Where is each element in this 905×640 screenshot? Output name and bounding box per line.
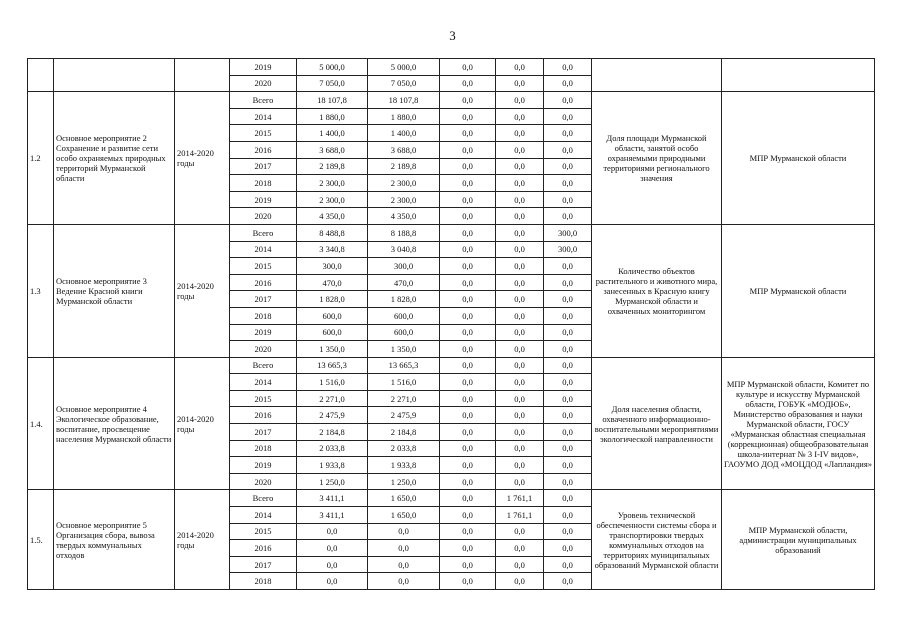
- value-cell-v2: 4 350,0: [368, 208, 440, 225]
- value-cell-v4: 0,0: [496, 108, 544, 125]
- measure-period: 2014-2020 годы: [175, 490, 230, 590]
- value-cell-v5: 0,0: [544, 507, 592, 524]
- value-cell-v1: 600,0: [297, 324, 368, 341]
- measure-name: Основное мероприятие 5 Организация сбора, вывоза твердых коммунальных отходов: [54, 490, 175, 590]
- value-cell-v5: 0,0: [544, 175, 592, 192]
- value-cell-v1: 0,0: [297, 573, 368, 590]
- value-cell-v4: 0,0: [496, 473, 544, 490]
- year-cell: 2020: [230, 341, 297, 358]
- value-cell-v4: 0,0: [496, 274, 544, 291]
- value-cell-v5: 0,0: [544, 540, 592, 557]
- value-cell-v4: 0,0: [496, 407, 544, 424]
- value-cell-v5: 0,0: [544, 490, 592, 507]
- continuation-executor-cell: [722, 59, 875, 92]
- value-cell-v2: 1 516,0: [368, 374, 440, 391]
- value-cell-v4: 0,0: [496, 457, 544, 474]
- year-cell: 2018: [230, 440, 297, 457]
- value-cell-v2: 2 475,9: [368, 407, 440, 424]
- value-cell-v2: 2 033,8: [368, 440, 440, 457]
- value-cell-v2: 1 350,0: [368, 341, 440, 358]
- value-cell-v4: 0,0: [496, 324, 544, 341]
- value-cell-v1: 0,0: [297, 523, 368, 540]
- value-cell-v3: 0,0: [440, 490, 496, 507]
- value-cell-v4: 1 761,1: [496, 507, 544, 524]
- value-cell-v3: 0,0: [440, 357, 496, 374]
- value-cell-v3: 0,0: [440, 573, 496, 590]
- table-row: [28, 92, 875, 109]
- value-cell-v5: 0,0: [544, 291, 592, 308]
- value-cell-v4: 0,0: [496, 59, 544, 76]
- value-cell-v1: 2 300,0: [297, 191, 368, 208]
- measure-indicator: Доля населения области, охваченного информационно-воспитательными мероприятиями экологической направленности: [592, 357, 722, 490]
- page-number: 3: [449, 28, 456, 43]
- value-cell-v4: 0,0: [496, 141, 544, 158]
- measure-indicator: Уровень технической обеспеченности системы сбора и транспортировки твердых коммунальных отходов на территориях муниципальных образований Мурманской области: [592, 490, 722, 590]
- table-row: [28, 224, 875, 241]
- value-cell-v3: 0,0: [440, 540, 496, 557]
- value-cell-v5: 0,0: [544, 324, 592, 341]
- year-cell: 2018: [230, 307, 297, 324]
- year-cell: 2019: [230, 324, 297, 341]
- value-cell-v1: 3 688,0: [297, 141, 368, 158]
- value-cell-v2: 5 000,0: [368, 59, 440, 76]
- value-cell-v4: 0,0: [496, 540, 544, 557]
- measure-indicator: Количество объектов растительного и животного мира, занесенных в Красную книгу Мурманской области и охваченных мониторингом: [592, 224, 722, 357]
- value-cell-v2: 3 040,8: [368, 241, 440, 258]
- year-cell: 2014: [230, 507, 297, 524]
- value-cell-v5: 0,0: [544, 108, 592, 125]
- measure-executor: МПР Мурманской области: [722, 92, 875, 225]
- value-cell-v5: 0,0: [544, 141, 592, 158]
- year-cell: 2016: [230, 141, 297, 158]
- value-cell-v2: 0,0: [368, 573, 440, 590]
- value-cell-v4: 0,0: [496, 440, 544, 457]
- year-cell: 2019: [230, 191, 297, 208]
- continuation-num-cell: [28, 59, 54, 92]
- value-cell-v2: 7 050,0: [368, 75, 440, 92]
- value-cell-v4: 0,0: [496, 125, 544, 142]
- value-cell-v2: 1 250,0: [368, 473, 440, 490]
- measure-number: 1.2: [28, 92, 54, 225]
- value-cell-v2: 1 650,0: [368, 507, 440, 524]
- value-cell-v3: 0,0: [440, 108, 496, 125]
- value-cell-v3: 0,0: [440, 241, 496, 258]
- value-cell-v2: 0,0: [368, 523, 440, 540]
- year-cell: 2016: [230, 274, 297, 291]
- measure-indicator: Доля площади Мурманской области, занятой особо охраняемыми природными территориями регионального значения: [592, 92, 722, 225]
- value-cell-v3: 0,0: [440, 507, 496, 524]
- measure-name: Основное мероприятие 4 Экологическое образование, воспитание, просвещение населения Мурманской области: [54, 357, 175, 490]
- year-cell: 2020: [230, 208, 297, 225]
- value-cell-v2: 1 933,8: [368, 457, 440, 474]
- value-cell-v4: 0,0: [496, 258, 544, 275]
- value-cell-v1: 8 488,8: [297, 224, 368, 241]
- value-cell-v1: 3 411,1: [297, 490, 368, 507]
- value-cell-v4: 0,0: [496, 523, 544, 540]
- value-cell-v2: 0,0: [368, 540, 440, 557]
- year-cell: 2018: [230, 175, 297, 192]
- value-cell-v2: 0,0: [368, 556, 440, 573]
- value-cell-v3: 0,0: [440, 75, 496, 92]
- value-cell-v2: 600,0: [368, 324, 440, 341]
- value-cell-v3: 0,0: [440, 141, 496, 158]
- value-cell-v4: 0,0: [496, 158, 544, 175]
- value-cell-v2: 1 828,0: [368, 291, 440, 308]
- value-cell-v2: 1 880,0: [368, 108, 440, 125]
- value-cell-v5: 0,0: [544, 274, 592, 291]
- value-cell-v2: 3 688,0: [368, 141, 440, 158]
- value-cell-v1: 4 350,0: [297, 208, 368, 225]
- measure-executor: МПР Мурманской области, Комитет по культуре и искусству Мурманской области, ГОБУК «МОДЮБ», Министерство образования и науки Мурманской области, ГОСУ «Мурманская областная специальная (коррекционная) общеобразовательная школа-интернат № 3 I-IV видов», ГАОУМО ДОД «МОЦДОД «Лапландия»: [722, 357, 875, 490]
- value-cell-v4: 0,0: [496, 92, 544, 109]
- value-cell-v5: 0,0: [544, 473, 592, 490]
- measure-name: Основное мероприятие 3 Ведение Красной книги Мурманской области: [54, 224, 175, 357]
- value-cell-v5: 0,0: [544, 158, 592, 175]
- value-cell-v3: 0,0: [440, 307, 496, 324]
- value-cell-v4: 0,0: [496, 357, 544, 374]
- program-table: [27, 58, 875, 590]
- value-cell-v5: 0,0: [544, 424, 592, 441]
- value-cell-v3: 0,0: [440, 59, 496, 76]
- value-cell-v3: 0,0: [440, 291, 496, 308]
- value-cell-v1: 3 411,1: [297, 507, 368, 524]
- value-cell-v3: 0,0: [440, 191, 496, 208]
- value-cell-v1: 0,0: [297, 540, 368, 557]
- value-cell-v5: 0,0: [544, 523, 592, 540]
- value-cell-v5: 0,0: [544, 556, 592, 573]
- value-cell-v1: 1 880,0: [297, 108, 368, 125]
- measure-number: 1.3: [28, 224, 54, 357]
- value-cell-v1: 2 189,8: [297, 158, 368, 175]
- value-cell-v2: 2 271,0: [368, 390, 440, 407]
- year-cell: 2015: [230, 125, 297, 142]
- year-cell: Всего: [230, 224, 297, 241]
- measure-number: 1.4.: [28, 357, 54, 490]
- value-cell-v1: 2 271,0: [297, 390, 368, 407]
- value-cell-v1: 2 033,8: [297, 440, 368, 457]
- value-cell-v4: 0,0: [496, 208, 544, 225]
- value-cell-v3: 0,0: [440, 556, 496, 573]
- value-cell-v1: 1 828,0: [297, 291, 368, 308]
- value-cell-v3: 0,0: [440, 407, 496, 424]
- measure-period: 2014-2020 годы: [175, 92, 230, 225]
- value-cell-v2: 2 300,0: [368, 175, 440, 192]
- value-cell-v5: 0,0: [544, 208, 592, 225]
- value-cell-v3: 0,0: [440, 208, 496, 225]
- value-cell-v5: 0,0: [544, 307, 592, 324]
- value-cell-v3: 0,0: [440, 125, 496, 142]
- value-cell-v3: 0,0: [440, 390, 496, 407]
- continuation-name-cell: [54, 59, 175, 92]
- value-cell-v4: 0,0: [496, 175, 544, 192]
- value-cell-v5: 0,0: [544, 390, 592, 407]
- value-cell-v4: 1 761,1: [496, 490, 544, 507]
- continuation-period-cell: [175, 59, 230, 92]
- year-cell: 2015: [230, 390, 297, 407]
- value-cell-v4: 0,0: [496, 424, 544, 441]
- value-cell-v3: 0,0: [440, 523, 496, 540]
- value-cell-v1: 470,0: [297, 274, 368, 291]
- value-cell-v5: 0,0: [544, 92, 592, 109]
- year-cell: 2015: [230, 258, 297, 275]
- value-cell-v4: 0,0: [496, 224, 544, 241]
- value-cell-v3: 0,0: [440, 341, 496, 358]
- value-cell-v1: 13 665,3: [297, 357, 368, 374]
- year-cell: 2016: [230, 407, 297, 424]
- value-cell-v4: 0,0: [496, 374, 544, 391]
- value-cell-v4: 0,0: [496, 573, 544, 590]
- value-cell-v5: 0,0: [544, 374, 592, 391]
- measure-period: 2014-2020 годы: [175, 357, 230, 490]
- year-cell: 2014: [230, 241, 297, 258]
- continuation-indicator-cell: [592, 59, 722, 92]
- value-cell-v5: 0,0: [544, 59, 592, 76]
- value-cell-v4: 0,0: [496, 390, 544, 407]
- value-cell-v1: 1 350,0: [297, 341, 368, 358]
- value-cell-v2: 2 184,8: [368, 424, 440, 441]
- year-cell: Всего: [230, 357, 297, 374]
- measure-period: 2014-2020 годы: [175, 224, 230, 357]
- value-cell-v3: 0,0: [440, 158, 496, 175]
- value-cell-v4: 0,0: [496, 241, 544, 258]
- value-cell-v3: 0,0: [440, 324, 496, 341]
- measure-executor: МПР Мурманской области, администрации муниципальных образований: [722, 490, 875, 590]
- value-cell-v2: 2 189,8: [368, 158, 440, 175]
- value-cell-v1: 5 000,0: [297, 59, 368, 76]
- value-cell-v1: 2 184,8: [297, 424, 368, 441]
- value-cell-v3: 0,0: [440, 224, 496, 241]
- value-cell-v5: 0,0: [544, 573, 592, 590]
- value-cell-v4: 0,0: [496, 75, 544, 92]
- value-cell-v2: 2 300,0: [368, 191, 440, 208]
- value-cell-v4: 0,0: [496, 191, 544, 208]
- value-cell-v3: 0,0: [440, 457, 496, 474]
- value-cell-v2: 18 107,8: [368, 92, 440, 109]
- measure-name: Основное мероприятие 2 Сохранение и развитие сети особо охраняемых природных территорий Мурманской области: [54, 92, 175, 225]
- value-cell-v2: 8 188,8: [368, 224, 440, 241]
- value-cell-v1: 1 516,0: [297, 374, 368, 391]
- value-cell-v1: 1 250,0: [297, 473, 368, 490]
- year-cell: 2017: [230, 424, 297, 441]
- value-cell-v3: 0,0: [440, 473, 496, 490]
- table-row: [28, 490, 875, 507]
- year-cell: Всего: [230, 490, 297, 507]
- value-cell-v5: 0,0: [544, 407, 592, 424]
- value-cell-v5: 0,0: [544, 75, 592, 92]
- value-cell-v3: 0,0: [440, 175, 496, 192]
- value-cell-v4: 0,0: [496, 556, 544, 573]
- value-cell-v3: 0,0: [440, 424, 496, 441]
- value-cell-v5: 300,0: [544, 241, 592, 258]
- table-row: [28, 357, 875, 374]
- value-cell-v1: 600,0: [297, 307, 368, 324]
- value-cell-v5: 0,0: [544, 357, 592, 374]
- year-cell: 2020: [230, 75, 297, 92]
- value-cell-v3: 0,0: [440, 274, 496, 291]
- year-cell: 2014: [230, 374, 297, 391]
- value-cell-v3: 0,0: [440, 258, 496, 275]
- value-cell-v2: 300,0: [368, 258, 440, 275]
- value-cell-v5: 0,0: [544, 258, 592, 275]
- year-cell: 2019: [230, 457, 297, 474]
- year-cell: 2017: [230, 158, 297, 175]
- year-cell: 2020: [230, 473, 297, 490]
- value-cell-v3: 0,0: [440, 374, 496, 391]
- year-cell: Всего: [230, 92, 297, 109]
- value-cell-v1: 300,0: [297, 258, 368, 275]
- value-cell-v5: 0,0: [544, 457, 592, 474]
- value-cell-v1: 18 107,8: [297, 92, 368, 109]
- value-cell-v3: 0,0: [440, 92, 496, 109]
- year-cell: 2019: [230, 59, 297, 76]
- value-cell-v4: 0,0: [496, 341, 544, 358]
- value-cell-v2: 470,0: [368, 274, 440, 291]
- value-cell-v2: 1 400,0: [368, 125, 440, 142]
- value-cell-v4: 0,0: [496, 307, 544, 324]
- value-cell-v5: 300,0: [544, 224, 592, 241]
- value-cell-v1: 1 933,8: [297, 457, 368, 474]
- value-cell-v1: 0,0: [297, 556, 368, 573]
- value-cell-v1: 3 340,8: [297, 241, 368, 258]
- table-body: [28, 59, 875, 590]
- value-cell-v1: 2 300,0: [297, 175, 368, 192]
- year-cell: 2017: [230, 291, 297, 308]
- year-cell: 2018: [230, 573, 297, 590]
- value-cell-v2: 13 665,3: [368, 357, 440, 374]
- value-cell-v1: 1 400,0: [297, 125, 368, 142]
- measure-number: 1.5.: [28, 490, 54, 590]
- value-cell-v2: 600,0: [368, 307, 440, 324]
- value-cell-v5: 0,0: [544, 440, 592, 457]
- value-cell-v5: 0,0: [544, 191, 592, 208]
- year-cell: 2016: [230, 540, 297, 557]
- value-cell-v1: 2 475,9: [297, 407, 368, 424]
- table-row: [28, 59, 875, 76]
- year-cell: 2017: [230, 556, 297, 573]
- year-cell: 2015: [230, 523, 297, 540]
- value-cell-v1: 7 050,0: [297, 75, 368, 92]
- value-cell-v4: 0,0: [496, 291, 544, 308]
- value-cell-v2: 1 650,0: [368, 490, 440, 507]
- value-cell-v3: 0,0: [440, 440, 496, 457]
- measure-executor: МПР Мурманской области: [722, 224, 875, 357]
- value-cell-v5: 0,0: [544, 341, 592, 358]
- year-cell: 2014: [230, 108, 297, 125]
- value-cell-v5: 0,0: [544, 125, 592, 142]
